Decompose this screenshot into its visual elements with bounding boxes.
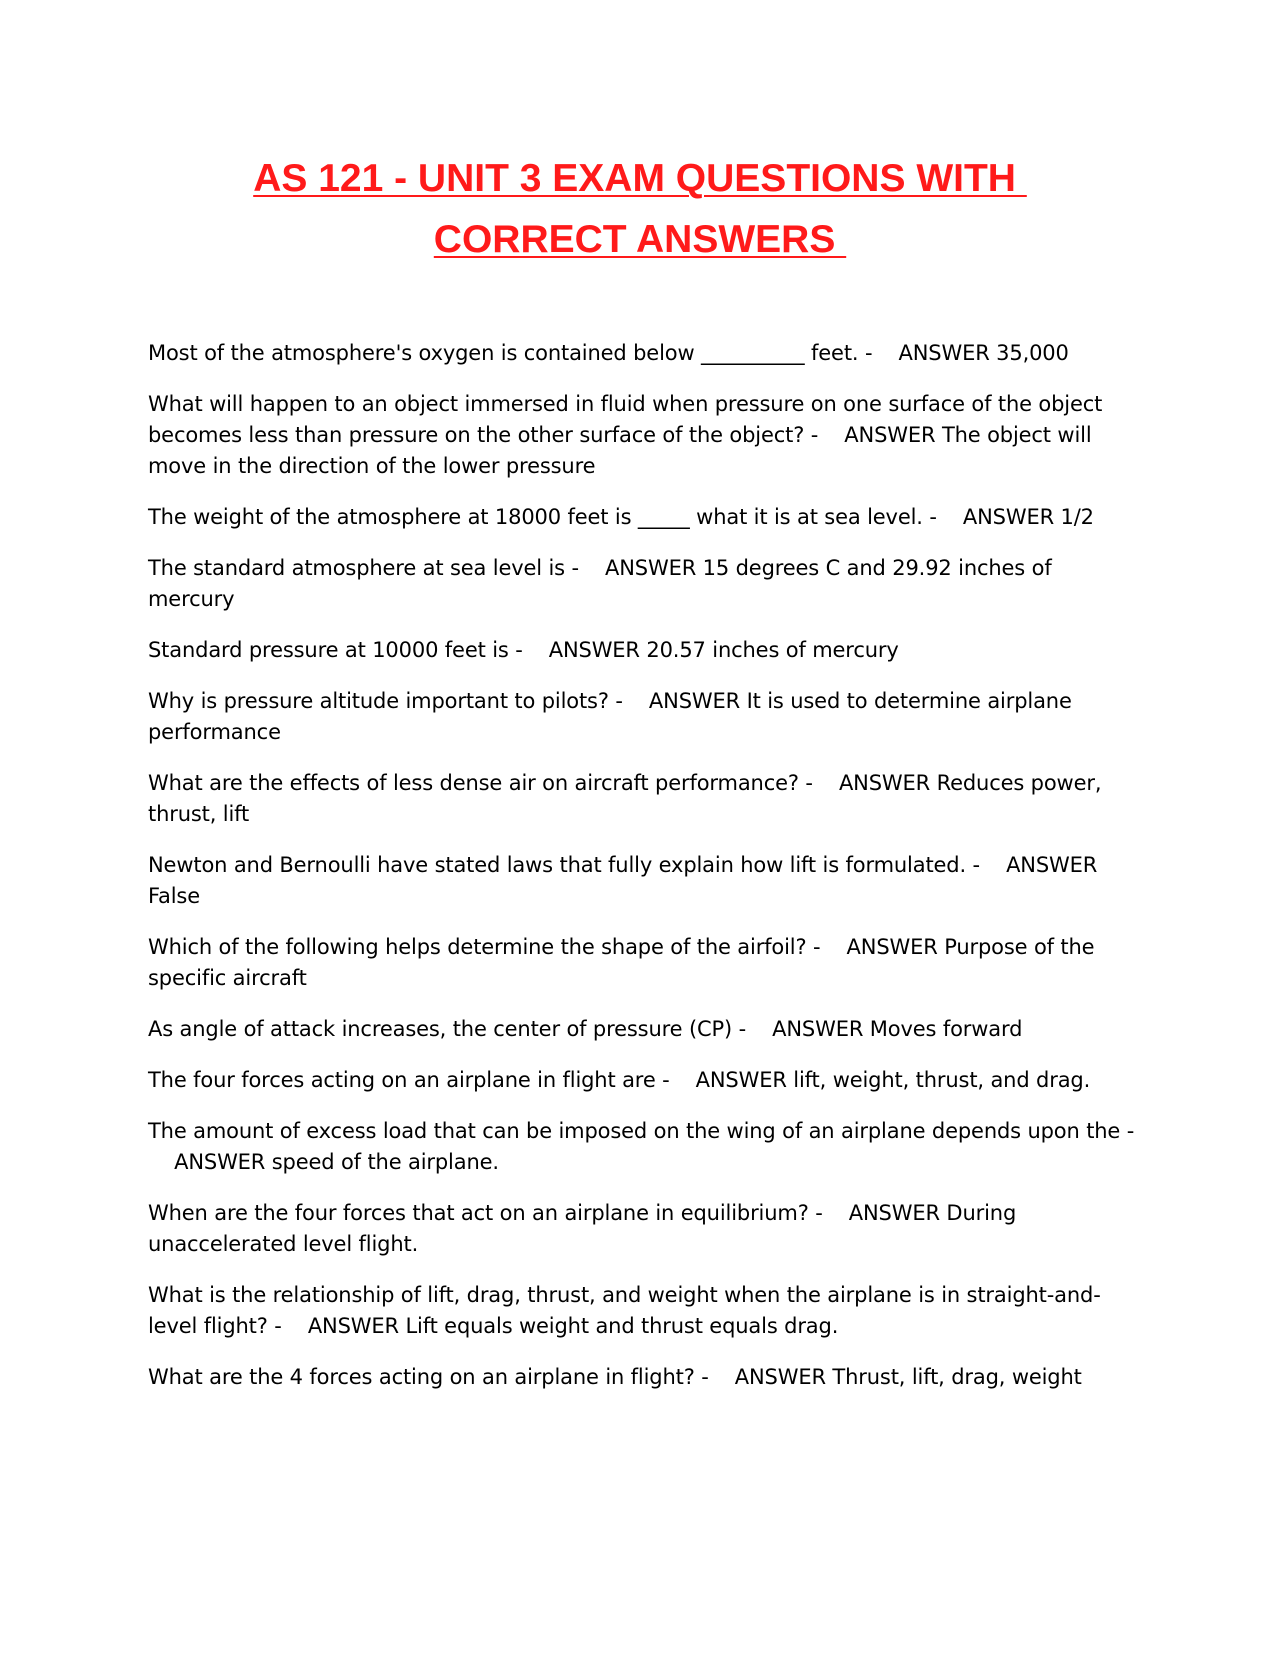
question-text: When are the four forces that act on an airplane in equilibrium? -	[148, 1201, 823, 1225]
answer-text: ANSWER 35,000	[898, 341, 1069, 365]
title-line-2: CORRECT ANSWERS	[433, 218, 847, 261]
qa-item	[148, 1198, 1138, 1260]
question-text: As angle of attack increases, the center of pressure (CP) -	[148, 1017, 747, 1041]
question-text: What will happen to an object immersed in fluid when pressure on one surface of the object becomes less than pressure on the other surface of the object? -	[148, 392, 1103, 447]
question-text: The amount of excess load that can be imposed on the wing of an airplane depends upon the -	[148, 1119, 1135, 1143]
question-text: The weight of the atmosphere at 18000 feet is _____ what it is at sea level. -	[148, 505, 937, 529]
question-text: Newton and Bernoulli have stated laws that fully explain how lift is formulated. -	[148, 853, 980, 877]
qa-item	[148, 338, 1138, 369]
title-line-1: AS 121 - UNIT 3 EXAM QUESTIONS WITH	[253, 157, 1027, 200]
qa-list	[148, 338, 1138, 1413]
question-text: What are the effects of less dense air on aircraft performance? -	[148, 771, 813, 795]
qa-item	[148, 850, 1138, 912]
qa-item	[148, 932, 1138, 994]
question-text: What are the 4 forces acting on an airplane in flight? -	[148, 1365, 709, 1389]
question-text: Which of the following helps determine the shape of the airfoil? -	[148, 935, 821, 959]
answer-text: ANSWER 15 degrees C and 29.92 inches of mercury	[148, 556, 1052, 611]
answer-text: ANSWER Reduces power, thrust, lift	[148, 771, 1102, 826]
answer-text: ANSWER Purpose of the specific aircraft	[148, 935, 1095, 990]
answer-text: ANSWER Moves forward	[772, 1017, 1023, 1041]
document-title	[0, 148, 1280, 270]
answer-text: ANSWER 20.57 inches of mercury	[548, 638, 899, 662]
answer-text: ANSWER speed of the airplane.	[174, 1150, 499, 1174]
question-text: What is the relationship of lift, drag, thrust, and weight when the airplane is in straight-and-level flight? -	[148, 1283, 1101, 1338]
answer-text: ANSWER During unaccelerated level flight.	[148, 1201, 1017, 1256]
qa-item	[148, 768, 1138, 830]
qa-item	[148, 1014, 1138, 1045]
qa-item	[148, 1116, 1138, 1178]
answer-text: ANSWER lift, weight, thrust, and drag.	[695, 1068, 1091, 1092]
qa-item	[148, 686, 1138, 748]
question-text: Why is pressure altitude important to pilots? -	[148, 689, 623, 713]
answer-text: ANSWER Lift equals weight and thrust equals drag.	[307, 1314, 839, 1338]
qa-item	[148, 389, 1138, 482]
qa-item	[148, 1362, 1138, 1393]
question-text: The four forces acting on an airplane in flight are -	[148, 1068, 670, 1092]
question-text: Standard pressure at 10000 feet is -	[148, 638, 523, 662]
qa-item	[148, 1065, 1138, 1096]
answer-text: ANSWER Thrust, lift, drag, weight	[734, 1365, 1082, 1389]
answer-text: ANSWER False	[148, 853, 1098, 908]
answer-text: ANSWER 1/2	[962, 505, 1094, 529]
qa-item	[148, 1280, 1138, 1342]
qa-item	[148, 635, 1138, 666]
answer-text: ANSWER The object will move in the direction of the lower pressure	[148, 423, 1092, 478]
question-text: Most of the atmosphere's oxygen is contained below __________ feet. -	[148, 341, 873, 365]
question-text: The standard atmosphere at sea level is -	[148, 556, 579, 580]
qa-item	[148, 553, 1138, 615]
qa-item	[148, 502, 1138, 533]
answer-text: ANSWER It is used to determine airplane performance	[148, 689, 1072, 744]
